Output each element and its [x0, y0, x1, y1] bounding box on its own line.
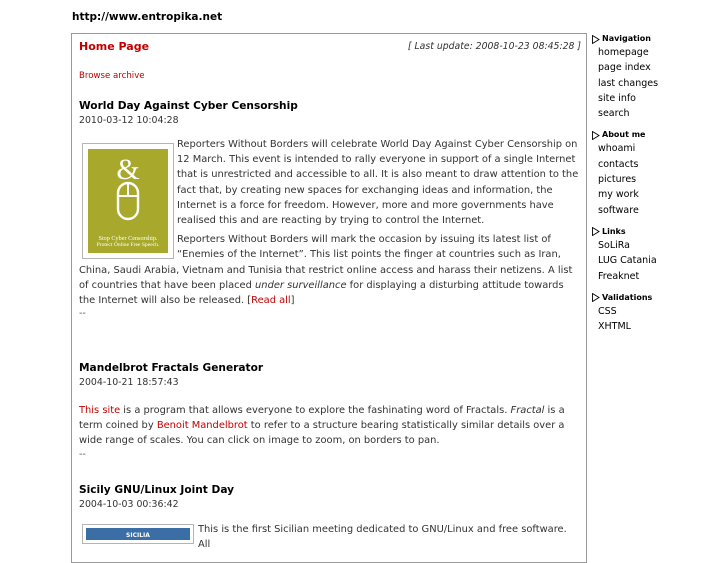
- article-body: [79, 522, 579, 552]
- article-separator: --: [79, 448, 86, 460]
- sidebar-heading-validations: Validations: [592, 292, 722, 304]
- sicilia-image: SICILIA: [86, 528, 190, 540]
- sidebar-item-my-work[interactable]: my work: [598, 189, 639, 201]
- site-url: http://www.entropika.net: [72, 11, 223, 23]
- sidebar-item-solira[interactable]: SoLiRa: [598, 239, 630, 251]
- triangle-right-icon: [592, 227, 600, 236]
- sidebar-heading-navigation: Navigation: [592, 33, 722, 45]
- article-paragraph-1: This is the first Sicilian meeting dedicated to GNU/Linux and free software. All: [198, 524, 567, 551]
- sidebar-item-site-info[interactable]: site info: [598, 92, 636, 104]
- sidebar-heading-about: About me: [592, 129, 722, 141]
- sidebar-item-homepage[interactable]: homepage: [598, 47, 649, 58]
- article-sicily-linux: [79, 483, 579, 552]
- sidebar-item-freaknet[interactable]: Freaknet: [598, 270, 640, 282]
- triangle-right-icon: [592, 131, 600, 140]
- article-cyber-censorship: [79, 99, 579, 320]
- sidebar-item-search[interactable]: search: [598, 108, 630, 120]
- browse-archive-link[interactable]: Browse archive: [79, 71, 145, 81]
- article-body: This site is a program that allows everyone to explore the fashinating word of Fractals. Fractal is a term coined by Benoit Mandelbrot to refer to a structure bearing statistically similar details over a wide range of scales. You can click on image to zoom, on borders to pan.: [79, 405, 565, 447]
- article-separator: --: [79, 308, 86, 320]
- last-update: [ Last update: 2008-10-23 08:45:28 ]: [407, 41, 581, 52]
- image-caption: Stop Cyber Censorship. Protect Online Free Speech.: [96, 235, 160, 248]
- mandelbrot-link[interactable]: Benoit Mandelbrot: [156, 420, 248, 432]
- cyber-censorship-image: [88, 149, 168, 253]
- sidebar-item-last-changes[interactable]: last changes: [598, 77, 659, 89]
- article-date: 2004-10-03 00:36:42: [79, 499, 179, 510]
- sidebar: [592, 33, 722, 342]
- this-site-link[interactable]: This site: [79, 405, 121, 416]
- sidebar-about: [592, 129, 722, 217]
- article-mandelbrot: [79, 361, 579, 461]
- sidebar-item-pictures[interactable]: pictures: [598, 174, 637, 186]
- read-all-link[interactable]: Read all: [251, 295, 291, 307]
- sidebar-links: [592, 226, 722, 284]
- sidebar-item-page-index[interactable]: page index: [598, 62, 651, 74]
- sidebar-item-xhtml[interactable]: XHTML: [598, 321, 631, 333]
- article-date: 2004-10-21 18:57:43: [79, 377, 179, 388]
- sidebar-navigation: [592, 33, 722, 121]
- sidebar-validations: [592, 292, 722, 335]
- sidebar-item-software[interactable]: software: [598, 204, 639, 216]
- article-body: [79, 137, 579, 308]
- sidebar-item-lug-catania[interactable]: LUG Catania: [598, 255, 657, 267]
- article-title[interactable]: Mandelbrot Fractals Generator: [79, 362, 264, 374]
- article-image[interactable]: [82, 524, 194, 544]
- article-title[interactable]: Sicily GNU/Linux Joint Day: [79, 484, 235, 496]
- article-paragraph-2: Reporters Without Borders will mark the occasion by issuing its latest list of “Enemies of the Internet”. This list points the finger at countries such as Iran, China, Saudi Arabia, Vietnam and Tunisia that restrict online access and harass their netizens. A list of countries that have been placed under surveillance for displaying a disturbing attitude towards the Internet will also be released. [Read all]: [79, 234, 573, 307]
- article-paragraph-1: Reporters Without Borders will celebrate World Day Against Cyber Censorship on 12 March. This event is intended to rally everyone in support of a single Internet that is unrestricted and accessible to all. It is also meant to draw attention to the fact that, by creating new spaces for exchanging ideas and information, the Internet is a force for freedom. However, more and more governments have realised this and are reacting by trying to control the Internet.: [177, 139, 579, 227]
- article-title[interactable]: World Day Against Cyber Censorship: [79, 100, 298, 112]
- page-title: Home Page: [79, 40, 150, 53]
- sidebar-item-css[interactable]: CSS: [598, 305, 617, 317]
- article-date: 2010-03-12 10:04:28: [79, 115, 179, 126]
- article-image[interactable]: [82, 143, 174, 259]
- sidebar-item-contacts[interactable]: contacts: [598, 158, 639, 170]
- sidebar-item-whoami[interactable]: whoami: [598, 143, 636, 155]
- triangle-right-icon: [592, 293, 600, 302]
- triangle-right-icon: [592, 35, 600, 44]
- sidebar-heading-links: Links: [592, 226, 722, 238]
- svg-text:&: &: [116, 153, 140, 186]
